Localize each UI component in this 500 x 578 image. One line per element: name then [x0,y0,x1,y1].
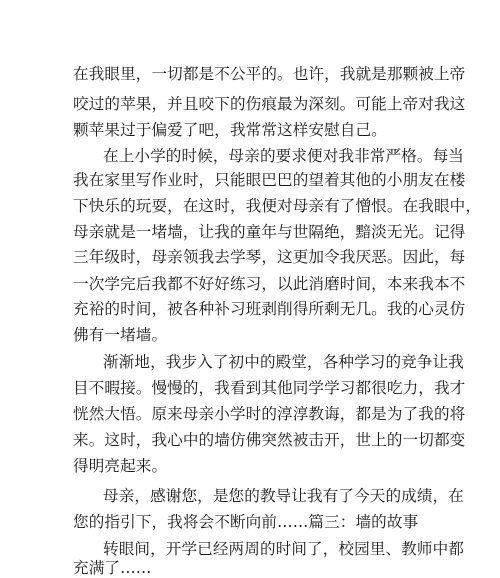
text-line: 我在家里写作业时，只能眼巴巴的望着其他的小朋友在楼 [73,171,466,189]
text-line: 咬过的苹果，并且咬下的伤痕最为深刻。可能上帝对我这 [73,95,466,113]
text-line: 来。这时，我心中的墙仿佛突然被击开，世上的一切都变 [73,431,466,449]
text-line: 您的指引下，我将会不断向前……篇三：墙的故事 [73,513,419,531]
text-line: 佛有一堵墙。 [73,326,168,344]
paragraph-start-line: 母亲，感谢您，是您的教导让我有了今天的成绩，在 [103,487,464,505]
text-line: 三年级时，母亲领我去学琴，这更加令我厌恶。因此，每 [73,248,466,266]
text-line: 一次学完后我都不好好练习，以此消磨时间，本来我本不 [73,275,466,293]
paragraph-start-line: 在上小学的时候，母亲的要求便对我非常严格。每当 [103,147,464,165]
text-line: 得明亮起来。 [73,457,168,475]
text-line: 下快乐的玩耍，在这时，我便对母亲有了憎恨。在我眼中， [73,197,482,215]
text-line: 颗苹果过于偏爱了吧，我常常这样安慰自己。 [73,121,387,139]
text-line-cut-off: 充满了…… [73,559,152,577]
text-line: 恍然大悟。原来母亲小学时的淳淳教诲，都是为了我的将 [73,405,466,423]
paragraph-start-line: 转眼间，开学已经两周的时间了，校园里、教师中都 [103,540,464,558]
text-line: 充裕的时间，被各种补习班剥削得所剩无几。我的心灵仿 [73,300,466,318]
paragraph-start-line: 渐渐地，我步入了初中的殿堂，各种学习的竞争让我 [103,353,464,371]
text-line: 在我眼里，一切都是不公平的。也许，我就是那颗被上帝 [73,65,466,83]
text-line: 母亲就是一堵墙，让我的童年与世隔绝，黯淡无光。记得 [73,223,466,241]
text-line: 目不暇接。慢慢的，我看到其他同学学习都很吃力，我才 [73,379,466,397]
